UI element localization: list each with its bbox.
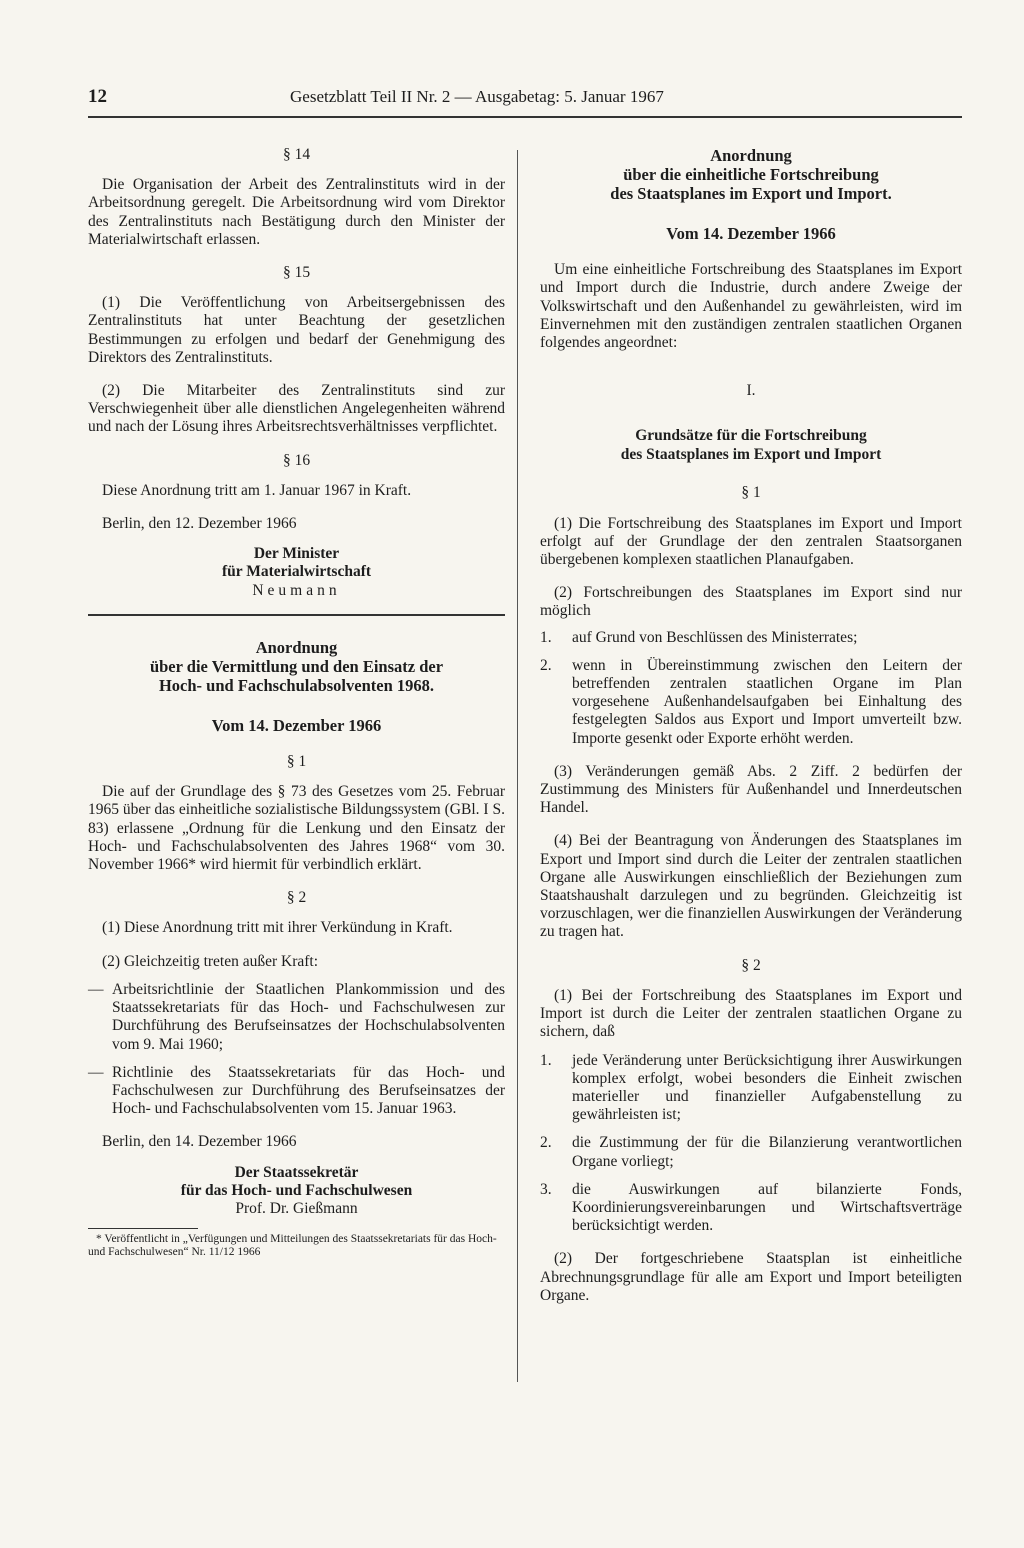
header-rule — [88, 116, 962, 118]
section-divider — [88, 614, 505, 616]
paragraph: (3) Veränderungen gemäß Abs. 2 Ziff. 2 bedürfen der Zustimmung des Ministers für Außenhandel und Innerdeutschen Handel. — [540, 762, 962, 817]
part-number: I. — [746, 382, 756, 400]
heading-line: des Staatsplanes im Export und Import — [620, 446, 882, 464]
title-line: Hoch- und Fachschulabsolventen 1968. — [158, 675, 435, 695]
list-marker: 1. — [540, 628, 552, 646]
paragraph: Die auf der Grundlage des § 73 des Gesetzes vom 25. Februar 1965 über das einheitliche sozialistische Bildungssystem (GBl. I S. 83) erlassene „Ordnung für die Lenkung und den Einsatz der Hoch- und Fachschulabsolventen des Jahres 1968“ vom 30. November 1966* wird hiermit für verbindlich erklärt. — [88, 783, 505, 874]
dash-marker: — — [88, 1063, 104, 1081]
title-line: Anordnung — [255, 637, 338, 657]
signer-title: Der Staatssekretär — [234, 1163, 359, 1181]
list-text: die Zustimmung der für die Bilanzierung verantwortlichen Organe vorliegt; — [572, 1134, 962, 1170]
section-heading: § 2 — [286, 889, 307, 907]
place-date: Berlin, den 14. Dezember 1966 — [102, 1133, 297, 1151]
paragraph: (2) Gleichzeitig treten außer Kraft: — [102, 952, 319, 970]
footnote-rule — [88, 1228, 198, 1229]
list-item — [540, 1052, 962, 1125]
paragraph: (2) Fortschreibungen des Staatsplanes im Export sind nur möglich — [540, 584, 962, 620]
preamble: Um eine einheitliche Fortschreibung des Staatsplanes im Export und Import durch die Industrie, durch andere Zweige der Volkswirtschaft und den Außenhandel zu gewährleisten, wird im Einvernehmen mit den zuständigen zentralen staatlichen Organen folgendes angeordnet: — [540, 261, 962, 352]
paragraph: (4) Bei der Beantragung von Änderungen des Staatsplanes im Export und Import sind durch die Leiter der zentralen staatlichen Organe alle Auswirkungen einschließlich der Beziehungen zum Staatshaushalt darzulegen und zu begründen. Gleichzeitig ist vorzuschlagen, wer die finanziellen Auswirkungen der Veränderung zu tragen hat. — [540, 832, 962, 941]
list-item — [540, 629, 962, 647]
list-text: Arbeitsrichtlinie der Staatlichen Plankommission und des Staatssekretariats für das Hoch- und Fachschulwesen zur Durchführung des Berufseinsatzes der Hochschulabsolventen vom 9. Mai 1960; — [112, 980, 505, 1053]
list-text: Richtlinie des Staatssekretariats für das Hoch- und Fachschulwesen zur Durchführung des Berufseinsatzes der Hoch- und Fachschulabsolventen vom 15. Januar 1963. — [112, 1063, 505, 1118]
list-item — [88, 981, 505, 1054]
paragraph: (1) Diese Anordnung tritt mit ihrer Verkündung in Kraft. — [102, 919, 453, 937]
list-item — [540, 1134, 962, 1170]
part-heading — [540, 426, 962, 464]
section-heading: § 14 — [282, 146, 311, 163]
dash-marker: — — [88, 980, 104, 998]
paragraph: (1) Die Fortschreibung des Staatsplanes im Export und Import erfolgt auf der Grundlage der den zentralen Staatsorganen übergebenen komplexen staatlichen Planaufgaben. — [540, 514, 962, 569]
title-line: über die einheitliche Fortschreibung — [623, 165, 879, 184]
section-heading: § 1 — [741, 484, 761, 502]
signer-title: für das Hoch- und Fachschulwesen — [180, 1181, 413, 1199]
order-title — [88, 638, 505, 695]
title-line: über die Vermittlung und den Einsatz der — [149, 656, 444, 676]
footnote: * Veröffentlicht in „Verfügungen und Mitteilungen des Staatssekretariats für das Hoch- und Fachschulwesen“ Nr. 11/12 1966 — [88, 1233, 497, 1259]
signer-title: für Materialwirtschaft — [221, 563, 372, 581]
place-date: Berlin, den 12. Dezember 1966 — [102, 515, 297, 533]
list-item — [540, 657, 962, 748]
heading-line: Grundsätze für die Fortschreibung — [635, 427, 867, 445]
list-marker: 3. — [540, 1180, 552, 1198]
signer-title: Der Minister — [253, 545, 340, 563]
list-text: auf Grund von Beschlüssen des Ministerrates; — [572, 628, 858, 646]
left-column — [88, 146, 505, 1259]
paragraph: (2) Der fortgeschriebene Staatsplan ist einheitliche Abrechnungsgrundlage für alle am Export und Import beteiligten Organe. — [540, 1250, 962, 1304]
section-heading: § 2 — [741, 956, 761, 974]
list-marker: 2. — [540, 1134, 552, 1152]
order-date: Vom 14. Dezember 1966 — [211, 715, 382, 735]
section-heading: § 1 — [286, 753, 307, 771]
paragraph: (2) Die Mitarbeiter des Zentralinstituts sind zur Verschwiegenheit über alle dienstlichen Angelegenheiten während und nach der Lösung ihres Arbeitsrechtsverhältnisses verpflichtet. — [88, 382, 505, 436]
paragraph: (1) Bei der Fortschreibung des Staatsplanes im Export und Import ist durch die Leiter der zentralen staatlichen Organe zu sichern, daß — [540, 986, 962, 1041]
list-text: wenn in Übereinstimmung zwischen den Leitern der betreffenden zentralen staatlichen Organe im Plan vorgesehene Außenhandelsaufgaben bei Einhaltung des festgelegten Saldos aus Export und Import umverteilt bzw. Importe gesenkt oder Exporte erhöht werden. — [572, 656, 962, 747]
list-item — [540, 1181, 962, 1236]
list-marker: 2. — [540, 656, 552, 674]
section-heading: § 16 — [282, 451, 311, 469]
column-divider — [517, 150, 518, 1382]
running-title: Gesetzblatt Teil II Nr. 2 — Ausgabetag: 5. Januar 1967 — [290, 87, 664, 106]
paragraph: (1) Die Veröffentlichung von Arbeitsergebnissen des Zentralinstituts hat unter Beachtung der gesetzlichen Bestimmungen zu erfolgen und bedarf der Genehmigung des Direktors des Zentralinstituts. — [88, 294, 505, 366]
right-column — [540, 146, 962, 1320]
list-text: jede Veränderung unter Berücksichtigung ihrer Auswirkungen komplex erfolgt, wobei besonders die Einheit zwischen materieller und finanzieller Aufgabenstellung zu gewährleisten ist; — [572, 1051, 962, 1124]
list-marker: 1. — [540, 1051, 552, 1069]
paragraph: Die Organisation der Arbeit des Zentralinstituts wird in der Arbeitsordnung geregelt. Die Arbeitsordnung wird vom Direktor des Zentralinstituts nach Bestätigung durch den Minister der Materialwirtschaft erlassen. — [88, 176, 505, 248]
title-line: Anordnung — [710, 146, 792, 165]
list-text: die Auswirkungen auf bilanzierte Fonds, Koordinierungsvereinbarungen und Wirtschaftsverträge berücksichtigt werden. — [572, 1180, 962, 1235]
section-heading: § 15 — [282, 264, 311, 282]
order-title — [540, 146, 962, 203]
list-item — [88, 1064, 505, 1119]
page-number: 12 — [88, 86, 107, 107]
signer-name: Prof. Dr. Gießmann — [235, 1199, 358, 1217]
order-date: Vom 14. Dezember 1966 — [666, 224, 836, 243]
title-line: des Staatsplanes im Export und Import. — [610, 184, 892, 203]
signer-name: Neumann — [252, 581, 341, 599]
paragraph: Diese Anordnung tritt am 1. Januar 1967 in Kraft. — [102, 481, 412, 499]
